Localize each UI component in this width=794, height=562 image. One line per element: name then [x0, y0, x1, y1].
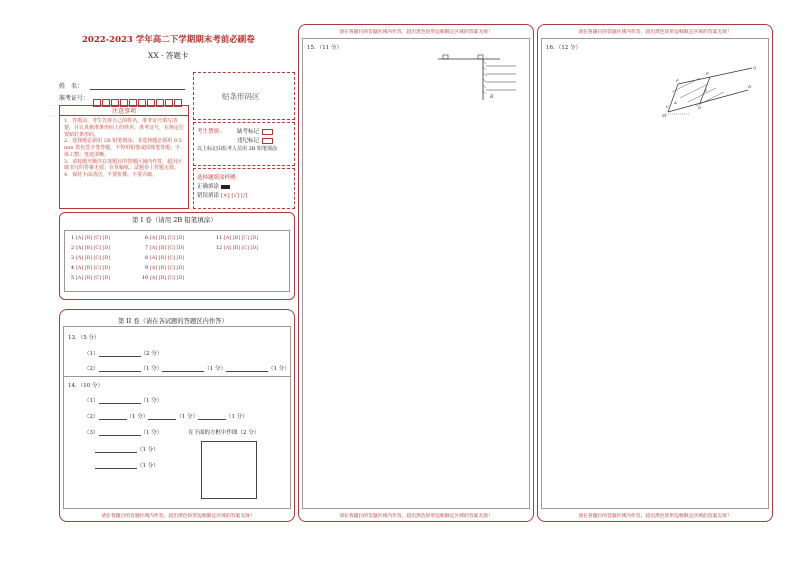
- notice-item-1: 1．答题前，考生先将自己的姓名，准考证号填写清楚，并认真核准条形码上的姓名、准考证号，在规定位置贴好条形码。: [64, 118, 185, 138]
- exam-status-note: 以上标记由监考人员用 2B 铅笔填涂: [197, 146, 278, 152]
- barcode-label: 贴条形码区: [222, 92, 260, 101]
- q14-line3[interactable]: （3） （1 分）: [84, 430, 163, 436]
- choice-row[interactable]: 5 [A] [B] [C] [D]: [70, 276, 111, 281]
- choice-row[interactable]: 1 [A] [B] [C] [D]: [70, 236, 111, 241]
- col2-footer: 请在各题目的答题区域内作答，超出黑色矩形边框限定区域的答案无效！: [339, 514, 493, 519]
- col2-header-notice: 请在各题目的答题区域内作答，超出黑色矩形边框限定区域的答案无效！: [339, 30, 493, 35]
- id-label: 准考证号：: [59, 95, 90, 102]
- fill-example-wrong: 错误填涂 [×] [√] [/]: [197, 193, 248, 199]
- q16-label: M: [662, 113, 667, 118]
- q14-line5[interactable]: （1 分）: [95, 461, 159, 469]
- q14-line4[interactable]: （1 分）: [95, 445, 159, 453]
- q13-label: 13．（5 分）: [68, 335, 100, 341]
- q16-label: F: [706, 71, 709, 76]
- q16-label: A: [674, 100, 677, 105]
- q16-field-arrow: [696, 92, 724, 106]
- choice-row[interactable]: 12 [A] [B] [C] [D]: [215, 246, 259, 251]
- choice-row[interactable]: 3 [A] [B] [C] [D]: [70, 256, 111, 261]
- q16-rail-bottom: [668, 90, 748, 112]
- q13-line2[interactable]: （2） （1 分） （1 分） （1 分）: [84, 366, 290, 372]
- choice-row[interactable]: 2 [A] [B] [C] [D]: [70, 246, 111, 251]
- exam-status-label: 考生禁填：: [197, 129, 225, 135]
- part2-title: 第 II 卷（请在各试题的答题区内作答）: [118, 318, 228, 325]
- q16-rail-top: [678, 68, 752, 84]
- choice-row[interactable]: 10 [A] [B] [C] [D]: [141, 276, 185, 281]
- choice-row[interactable]: 6 [A] [B] [C] [D]: [144, 236, 185, 241]
- violation-mark[interactable]: 违纪标记: [237, 136, 273, 144]
- q16-label: C: [666, 104, 670, 109]
- col3-header-notice: 请在各题目的答题区域内作答，超出黑色矩形边框限定区域的答案无效！: [578, 30, 732, 35]
- col3-footer: 请在各题目的答题区域内作答，超出黑色矩形边框限定区域的答案无效！: [578, 514, 732, 519]
- q15-block-right: [478, 55, 483, 59]
- notice-item-3: 3．请按题号顺序在各题目的答题区域内作答，超出区域书写的答案无效；在草稿纸、试题卷上答题无效。: [64, 158, 183, 172]
- q14-line2[interactable]: （2） （1 分） （1 分） （1 分）: [84, 414, 248, 420]
- q16-label: D: [698, 105, 702, 110]
- q15-label: 15．（11 分）: [307, 45, 342, 51]
- q13-divider: [63, 376, 291, 377]
- notice-heading: 注意事项: [60, 106, 188, 116]
- name-label: 姓 名：: [59, 83, 84, 90]
- q14-line1[interactable]: （1） （1 分）: [84, 398, 163, 404]
- choice-row[interactable]: 7 [A] [B] [C] [D]: [144, 246, 185, 251]
- name-underline: [90, 89, 185, 90]
- q16-diagram: [660, 62, 760, 122]
- q16-label: Q: [753, 65, 757, 70]
- notice-box: [59, 105, 189, 209]
- choice-row[interactable]: 9 [A] [B] [C] [D]: [144, 266, 185, 271]
- q16-label: E: [704, 88, 707, 93]
- notice-item-2: 2．选择题必须用 2B 铅笔填涂；非选择题必须用 0.5 mm 黑色签字笔答题，不得用铅笔或圆珠笔答题；字体工整、笔迹清晰。: [64, 138, 182, 158]
- q15-diagram: [428, 52, 518, 104]
- q13-line1[interactable]: （1） （2 分）: [84, 351, 163, 357]
- q16-label: P: [676, 78, 679, 83]
- col2-answer-area[interactable]: [302, 38, 530, 509]
- q16-bar: [668, 84, 678, 112]
- diagram-prompt: 在下面的方框中作图（2 分）: [188, 430, 260, 436]
- fill-example-title: 选择题填涂样例：: [197, 175, 242, 181]
- col1-footer: 请在各题目的答题区域内作答，超出黑色矩形边框限定区域的答案无效！: [101, 514, 255, 519]
- q16-label: N: [748, 84, 752, 89]
- fill-example-correct: 正确填涂: [197, 182, 230, 190]
- header-title: 2022-2023 学年高二下学期期末考前必刷卷: [82, 35, 255, 45]
- header-subtitle: XX · 答题卡: [148, 51, 189, 60]
- absent-mark[interactable]: 缺考标记: [237, 127, 273, 135]
- q16-label: 16．（12 分）: [546, 45, 581, 51]
- choice-row[interactable]: 11 [A] [B] [C] [D]: [215, 236, 259, 241]
- choice-row[interactable]: 4 [A] [B] [C] [D]: [70, 266, 111, 271]
- choice-row[interactable]: 8 [A] [B] [C] [D]: [144, 256, 185, 261]
- notice-item-4: 4．保持卡面清洁，不要折叠、不要弄破。: [64, 172, 158, 178]
- q15-block-left: [443, 55, 448, 59]
- drawing-box[interactable]: [201, 441, 257, 499]
- q14-label: 14．（10 分）: [68, 383, 103, 389]
- part1-title: 第 I 卷（请用 2B 铅笔填涂）: [132, 216, 217, 224]
- q15-field-label: E: [490, 94, 494, 100]
